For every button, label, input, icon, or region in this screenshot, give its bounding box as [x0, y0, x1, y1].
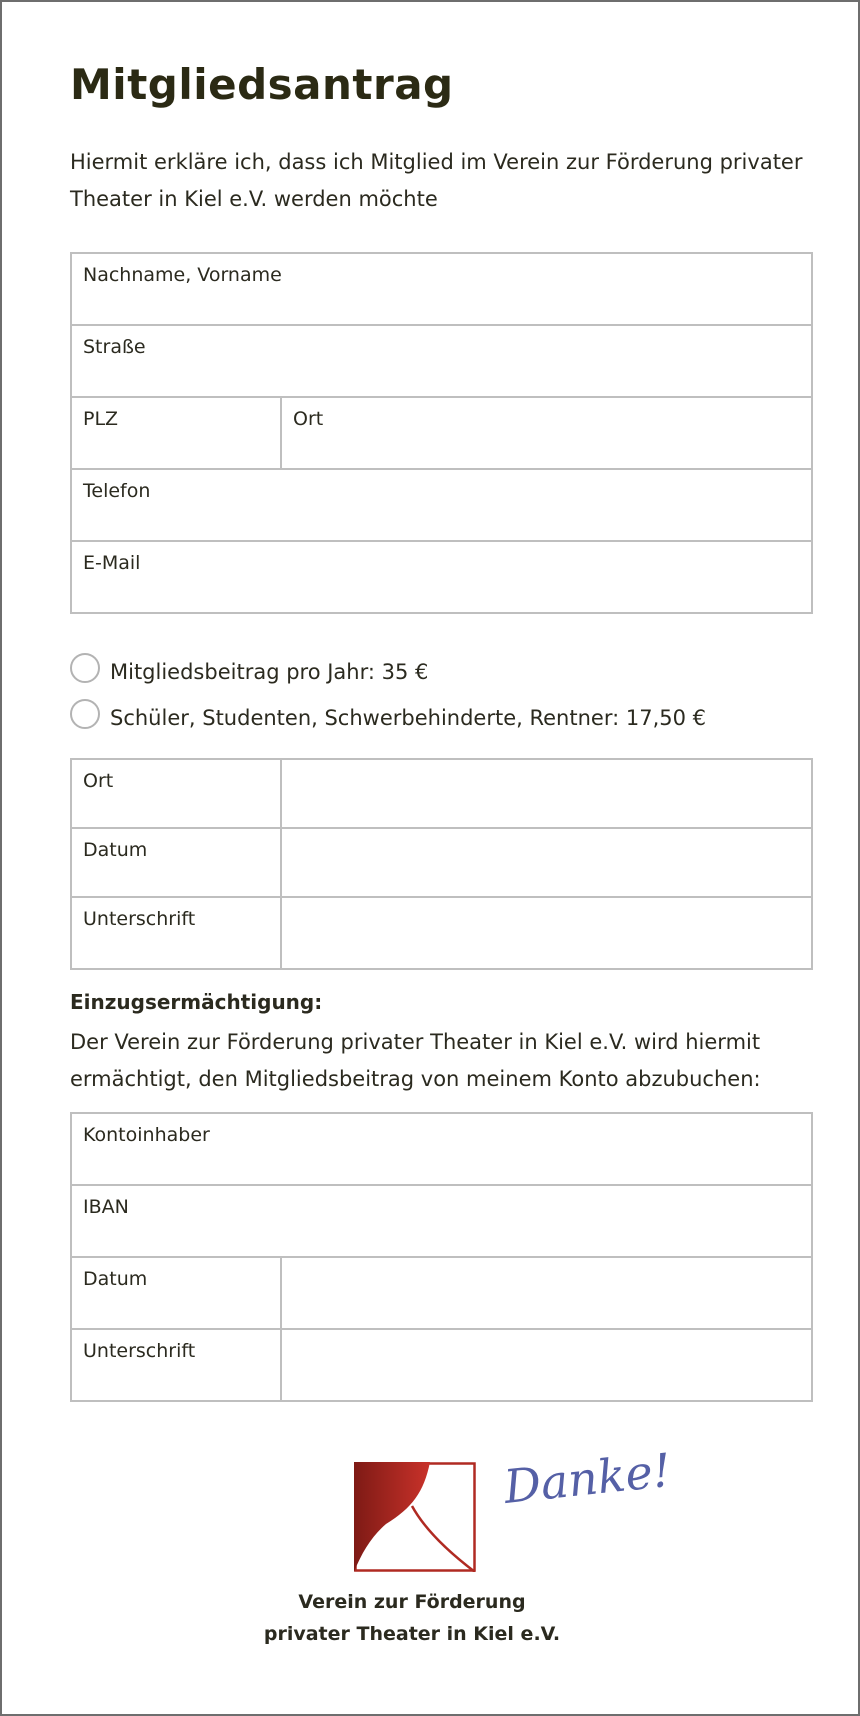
- club-name-line1: Verein zur Förderung: [298, 1591, 526, 1613]
- city-field[interactable]: [281, 397, 812, 469]
- email-label: E-Mail: [83, 552, 141, 574]
- iban-field[interactable]: [71, 1185, 812, 1257]
- intro-text: Hiermit erkläre ich, dass ich Mitglied im Verein zur Förderung privater Theater in Kiel e.V. werden möchte: [70, 150, 803, 211]
- mandate-text: Der Verein zur Förderung privater Theater in Kiel e.V. wird hiermit ermächtigt, den Mitgliedsbeitrag von meinem Konto abzubuchen:: [70, 1030, 761, 1091]
- fee-reduced-label: Schüler, Studenten, Schwerbehinderte, Rentner: 17,50 €: [110, 706, 706, 730]
- date-field[interactable]: [281, 828, 812, 897]
- date-label-cell: [71, 828, 281, 897]
- page-title: Mitgliedsantrag: [70, 60, 454, 109]
- club-name-line2: privater Theater in Kiel e.V.: [263, 1623, 561, 1645]
- signature-table: [70, 758, 813, 970]
- mandate-table: [70, 1112, 813, 1402]
- mandate-sign-field[interactable]: [281, 1329, 812, 1401]
- name-label: Nachname, Vorname: [83, 264, 282, 286]
- street-label: Straße: [83, 336, 146, 358]
- email-field[interactable]: [71, 541, 812, 613]
- account-holder-field[interactable]: [71, 1113, 812, 1185]
- mandate-date-label: Datum: [83, 1268, 148, 1290]
- phone-field[interactable]: [71, 469, 812, 541]
- fee-option-reduced[interactable]: [70, 700, 706, 736]
- sign-label: Unterschrift: [83, 908, 196, 930]
- account-holder-label: Kontoinhaber: [83, 1124, 210, 1146]
- theater-curtain-logo-icon: [354, 1462, 476, 1572]
- fee-regular-label: Mitgliedsbeitrag pro Jahr: 35 €: [110, 660, 429, 684]
- fee-reduced-checkbox[interactable]: [70, 699, 100, 729]
- mandate-sign-label: Unterschrift: [83, 1340, 196, 1362]
- place-label: Ort: [83, 770, 114, 792]
- club-name: [202, 1586, 622, 1650]
- name-field[interactable]: [71, 253, 812, 325]
- iban-label: IBAN: [83, 1196, 129, 1218]
- sign-field[interactable]: [281, 897, 812, 969]
- place-field[interactable]: [281, 759, 812, 828]
- sign-label-cell: [71, 897, 281, 969]
- mandate-date-field[interactable]: [281, 1257, 812, 1329]
- personal-data-table: [70, 252, 813, 614]
- fee-option-regular[interactable]: [70, 654, 428, 690]
- street-field[interactable]: [71, 325, 812, 397]
- phone-label: Telefon: [83, 480, 151, 502]
- thanks-handwriting: Danke!: [501, 1442, 674, 1514]
- date-label: Datum: [83, 839, 148, 861]
- fee-regular-checkbox[interactable]: [70, 653, 100, 683]
- mandate-sign-label-cell: [71, 1329, 281, 1401]
- city-label: Ort: [293, 408, 324, 430]
- mandate-date-label-cell: [71, 1257, 281, 1329]
- place-label-cell: [71, 759, 281, 828]
- zip-field[interactable]: [71, 397, 281, 469]
- zip-label: PLZ: [83, 408, 119, 430]
- mandate-title: Einzugsermächtigung:: [70, 990, 323, 1014]
